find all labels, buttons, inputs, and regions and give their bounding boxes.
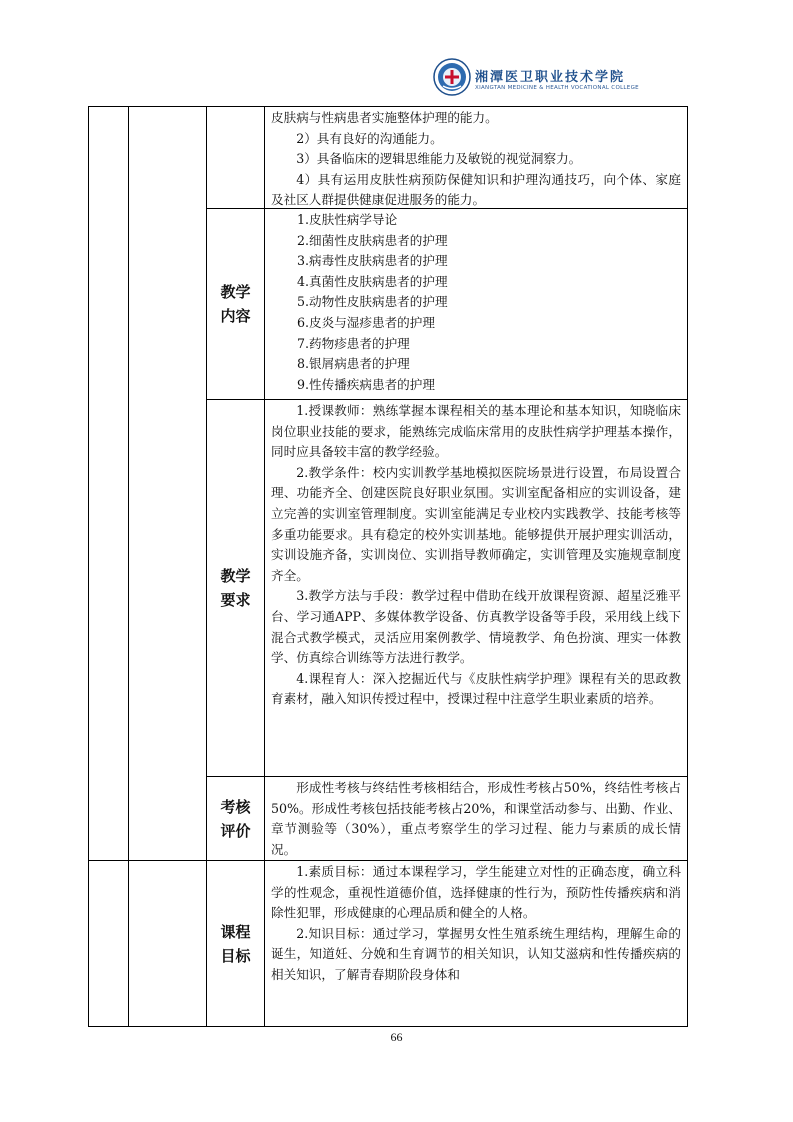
content-item: 9.性传播疾病患者的护理 (297, 376, 435, 392)
ability-cell (265, 107, 688, 209)
evaluation-text: 形成性考核与终结性考核相结合，形成性考核占50%，终结性考核占50%。形成性考核包括技能考核占20%，和课堂活动参与、出勤、作业、章节测验等（30%），重点考察学生的学习过程、能力与素质的成长情况。 (271, 780, 681, 857)
course-table (88, 106, 688, 1027)
content-label: 教学 内容 (207, 209, 265, 400)
requirements-label: 教学 要求 (207, 400, 265, 777)
content-item: 8.银屑病患者的护理 (297, 356, 410, 372)
content-item: 2.细菌性皮肤病患者的护理 (297, 232, 448, 248)
ability-text: 4）具有运用皮肤性病预防保健知识和护理沟通技巧，向个体、家庭及社区人群提供健康促进服务的能力。 (271, 171, 681, 208)
objectives-paragraph: 2.知识目标：通过学习，掌握男女性生殖系统生理结构，理解生命的诞生，知道妊、分娩和生育调节的相关知识，认知艾滋病和性传播疾病的相关知识，了解青春期阶段身体和 (271, 925, 681, 982)
page-header (433, 58, 693, 98)
page-number: 66 (390, 1030, 403, 1044)
content-item: 3.病毒性皮肤病患者的护理 (297, 253, 448, 269)
requirements-paragraph: 3.教学方法与手段：教学过程中借助在线开放课程资源、超星泛雅平台、学习通APP、多媒体教学设备、仿真教学设备等手段，采用线上线下混合式教学模式，灵活应用案例教学、情境教学、角色扮演、理实一体教学、仿真综合训练等方法进行教学。 (271, 588, 681, 666)
requirements-cell (265, 400, 688, 777)
school-logo-icon (433, 58, 471, 96)
requirements-paragraph: 2.教学条件：校内实训教学基地模拟医院场景进行设置，布局设置合理、功能齐全、创建医院良好职业氛围。实训室配备相应的实训设备，建立完善的实训室管理制度。实训室能满足专业校内实践教学、技能考核等多重功能要求。具有稳定的校外实训基地。能够提供开展护理实训活动，实训设施齐备，实训岗位、实训指导教师确定，实训管理及实施规章制度齐全。 (271, 464, 681, 583)
ability-text: 2）具有良好的沟通能力。 (296, 130, 443, 146)
content-item: 4.真菌性皮肤病患者的护理 (297, 273, 448, 289)
evaluation-cell (265, 777, 688, 861)
requirements-paragraph: 1.授课教师：熟练掌握本课程相关的基本理论和基本知识，知晓临床岗位职业技能的要求，能熟练完成临床常用的皮肤性病学护理基本操作，同时应具备较丰富的教学经验。 (271, 403, 681, 460)
evaluation-label: 考核 评价 (207, 777, 265, 861)
content-item: 5.动物性皮肤病患者的护理 (297, 294, 448, 310)
content-item: 7.药物疹患者的护理 (297, 335, 410, 351)
blank-cell (89, 107, 129, 861)
blank-label-cell (207, 107, 265, 209)
content-item: 1.皮肤性病学导论 (297, 212, 398, 227)
objectives-paragraph: 1.素质目标：通过本课程学习，学生能建立对性的正确态度，确立科学的性观念，重视性道德价值，选择健康的性行为，预防性传播疾病和消除性犯罪，形成健康的心理品质和健全的人格。 (271, 864, 681, 921)
ability-text: 皮肤病与性病患者实施整体护理的能力。 (271, 110, 498, 125)
ability-text: 3）具备临床的逻辑思维能力及敏锐的视觉洞察力。 (296, 151, 582, 167)
blank-cell (129, 107, 207, 861)
content-cell (265, 209, 688, 400)
objectives-label: 课程 目标 (207, 861, 265, 1027)
school-name-cn: 湘潭医卫职业技术学院 (475, 70, 626, 85)
table-row-ability (89, 107, 688, 209)
content-item: 6.皮炎与湿疹患者的护理 (297, 314, 435, 330)
blank-cell (129, 861, 207, 1027)
objectives-cell (265, 861, 688, 1027)
blank-cell (89, 861, 129, 1027)
table-row-objectives (89, 861, 688, 1027)
school-name-en: XIANGTAN MEDICINE & HEALTH VOCATIONAL COLLEGE (475, 85, 639, 91)
requirements-paragraph: 4.课程育人：深入挖掘近代与《皮肤性病学护理》课程有关的思政教育素材，融入知识传授过程中，授课过程中注意学生职业素质的培养。 (271, 670, 681, 707)
